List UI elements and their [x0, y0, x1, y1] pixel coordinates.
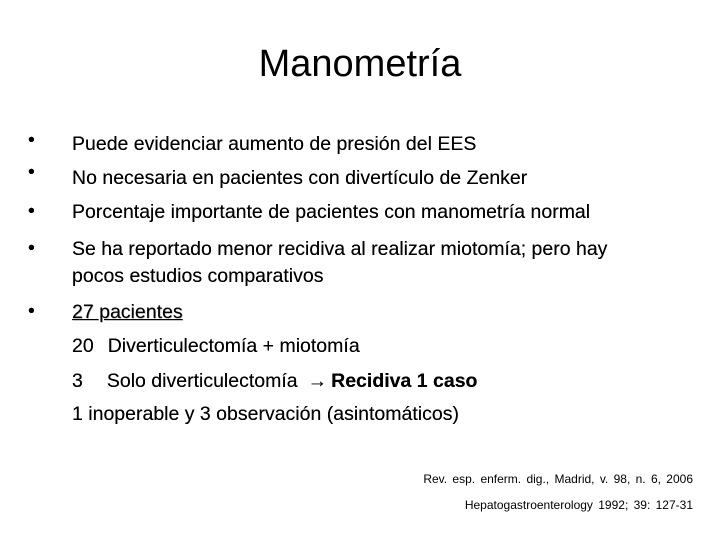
- reference-1: Rev. esp. enferm. dig., Madrid, v. 98, n. 6, 2006: [423, 472, 693, 486]
- detail-row-2: [72, 366, 477, 396]
- detail-count: 3: [72, 370, 83, 392]
- bullet-text-continuation: pocos estudios comparativos: [72, 265, 324, 287]
- detail-text: Solo diverticulectomía: [106, 370, 298, 392]
- bullet-text: Puede evidenciar aumento de presión del EES: [72, 133, 477, 155]
- reference-2: Hepatogastroenterology 1992; 39: 127-31: [464, 498, 693, 512]
- arrow-right-icon: →: [307, 370, 328, 392]
- detail-text: Diverticulectomía + miotomía: [107, 335, 360, 357]
- detail-row-3: 1 inoperable y 3 observación (asintomáticos): [72, 403, 459, 425]
- bullet-marker: •: [28, 161, 35, 183]
- bullet-text: Porcentaje importante de pacientes con manometría normal: [72, 201, 591, 223]
- bullet-text: Se ha reportado menor recidiva al realizar miotomía; pero hay: [72, 238, 608, 260]
- bullet-marker: •: [28, 237, 35, 259]
- bullet-text-underlined: 27 pacientes: [72, 301, 183, 323]
- bullet-text: No necesaria en pacientes con divertículo de Zenker: [72, 167, 528, 189]
- detail-result: Recidiva 1 caso: [331, 370, 478, 392]
- detail-count: 20: [72, 335, 94, 357]
- detail-row-1: [72, 331, 360, 361]
- bullet-marker: •: [28, 200, 35, 222]
- bullet-marker: •: [28, 129, 35, 151]
- slide-title: Manometría: [258, 43, 462, 85]
- bullet-marker: •: [28, 300, 35, 322]
